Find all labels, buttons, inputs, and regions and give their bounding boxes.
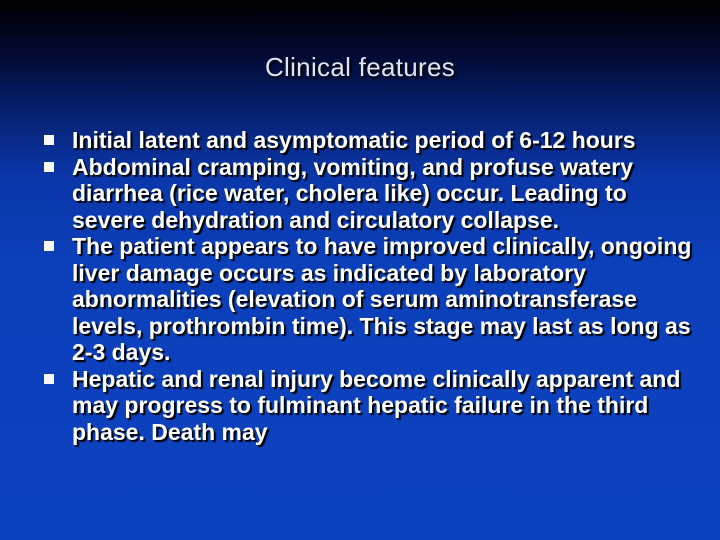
bullet-text: The patient appears to have improved clinically, ongoing liver damage occurs as indicated by laboratory abnormalities (elevation of serum aminotransferase levels, prothrombin time). This stage may last as long as 2-3 days. [72,233,692,365]
bullet-text: Hepatic and renal injury become clinically apparent and may progress to fulminant hepatic failure in the third phase. Death may [72,365,681,445]
square-bullet-icon [44,241,54,251]
square-bullet-icon [44,135,54,145]
bullet-text: Abdominal cramping, vomiting, and profuse watery diarrhea (rice water, cholera like) occur. Leading to severe dehydration and circulatory collapse. [72,153,634,233]
list-item [44,127,694,154]
square-bullet-icon [44,162,54,172]
slide-title: Clinical features [264,52,456,82]
list-item [44,154,694,234]
bullet-list [44,127,694,445]
list-item [44,233,694,366]
square-bullet-icon [44,374,54,384]
list-item [44,366,694,446]
bullet-text: Initial latent and asymptomatic period of 6-12 hours [72,127,636,153]
